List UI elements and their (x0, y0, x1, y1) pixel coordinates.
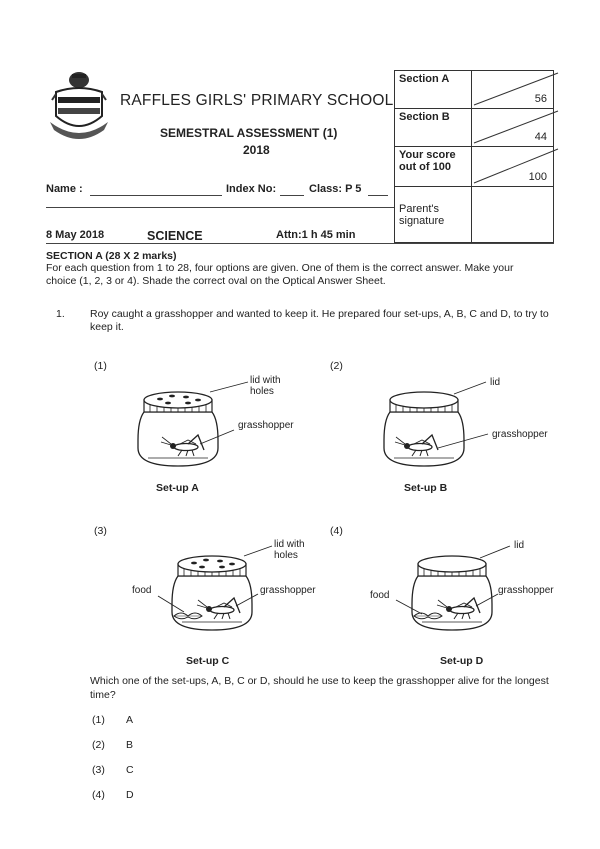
setup-3-num: (3) (94, 525, 107, 537)
setup-b-label: Set-up B (404, 482, 448, 494)
section-a-score: 56 (534, 93, 547, 105)
setup-4-num: (4) (330, 525, 343, 537)
section-b-label: Section B (395, 109, 472, 147)
exam-date: 8 May 2018 (46, 229, 105, 241)
setup-a-grasshopper-label: grasshopper (238, 420, 294, 431)
setup-b-lid-label: lid (490, 377, 501, 388)
option-3-num: (3) (92, 764, 105, 776)
total-score: 100 (528, 171, 547, 183)
setup-a-jar (138, 382, 248, 466)
setup-c-lid-label: lid with holes (274, 539, 305, 561)
setup-b-grasshopper-label: grasshopper (492, 429, 548, 440)
option-2-value: B (126, 739, 134, 751)
question-prompt: Which one of the set-ups, A, B, C or D, should he use to keep the grasshopper alive for the longest time? (90, 675, 549, 701)
exam-year: 2018 (243, 143, 270, 157)
setup-a-label: Set-up A (156, 482, 199, 494)
setup-c-label: Set-up C (186, 655, 230, 667)
setup-d-lid-label: lid (514, 540, 525, 551)
setup-c-food-label: food (132, 585, 152, 596)
question-text: Roy caught a grasshopper and wanted to keep it. He prepared four set-ups, A, B, C and D, to try to keep it. (90, 308, 549, 333)
option-1-num: (1) (92, 714, 105, 726)
section-a-label: Section A (395, 71, 472, 109)
setup-2-num: (2) (330, 360, 343, 372)
exam-subject: SCIENCE (147, 229, 203, 243)
name-label: Name : (46, 183, 83, 195)
total-score-label: Your score out of 100 (395, 147, 472, 187)
section-a-instructions: For each question from 1 to 28, four options are given. One of them is the correct answer. Make your choice (1, 2, 3 or 4). Shade the correct oval on the Optical Answer Sheet. (46, 262, 514, 287)
setup-c-grasshopper-label: grasshopper (260, 585, 316, 596)
option-4-num: (4) (92, 789, 105, 801)
setup-d-grasshopper-label: grasshopper (498, 585, 554, 596)
setup-b-jar (384, 382, 488, 466)
setup-d-food-label: food (370, 590, 390, 601)
question-number: 1. (56, 308, 65, 320)
class-label: Class: P 5 (309, 183, 362, 195)
section-b-score: 44 (534, 131, 547, 143)
school-name: RAFFLES GIRLS' PRIMARY SCHOOL (120, 92, 394, 109)
setup-1-num: (1) (94, 360, 107, 372)
option-4-value: D (126, 789, 134, 801)
exam-title: SEMESTRAL ASSESSMENT (1) (160, 126, 338, 140)
index-label: Index No: (226, 183, 277, 195)
setup-d-label: Set-up D (440, 655, 484, 667)
setup-c-jar (158, 546, 272, 630)
option-2-num: (2) (92, 739, 105, 751)
exam-duration: Attn:1 h 45 min (276, 229, 356, 241)
option-3-value: C (126, 764, 134, 776)
setup-a-lid-label: lid with holes (250, 375, 281, 397)
parent-signature-label: Parent's signature (395, 187, 472, 243)
section-a-title: SECTION A (28 X 2 marks) (46, 250, 177, 262)
setup-d-jar (396, 546, 510, 630)
option-1-value: A (126, 714, 134, 726)
